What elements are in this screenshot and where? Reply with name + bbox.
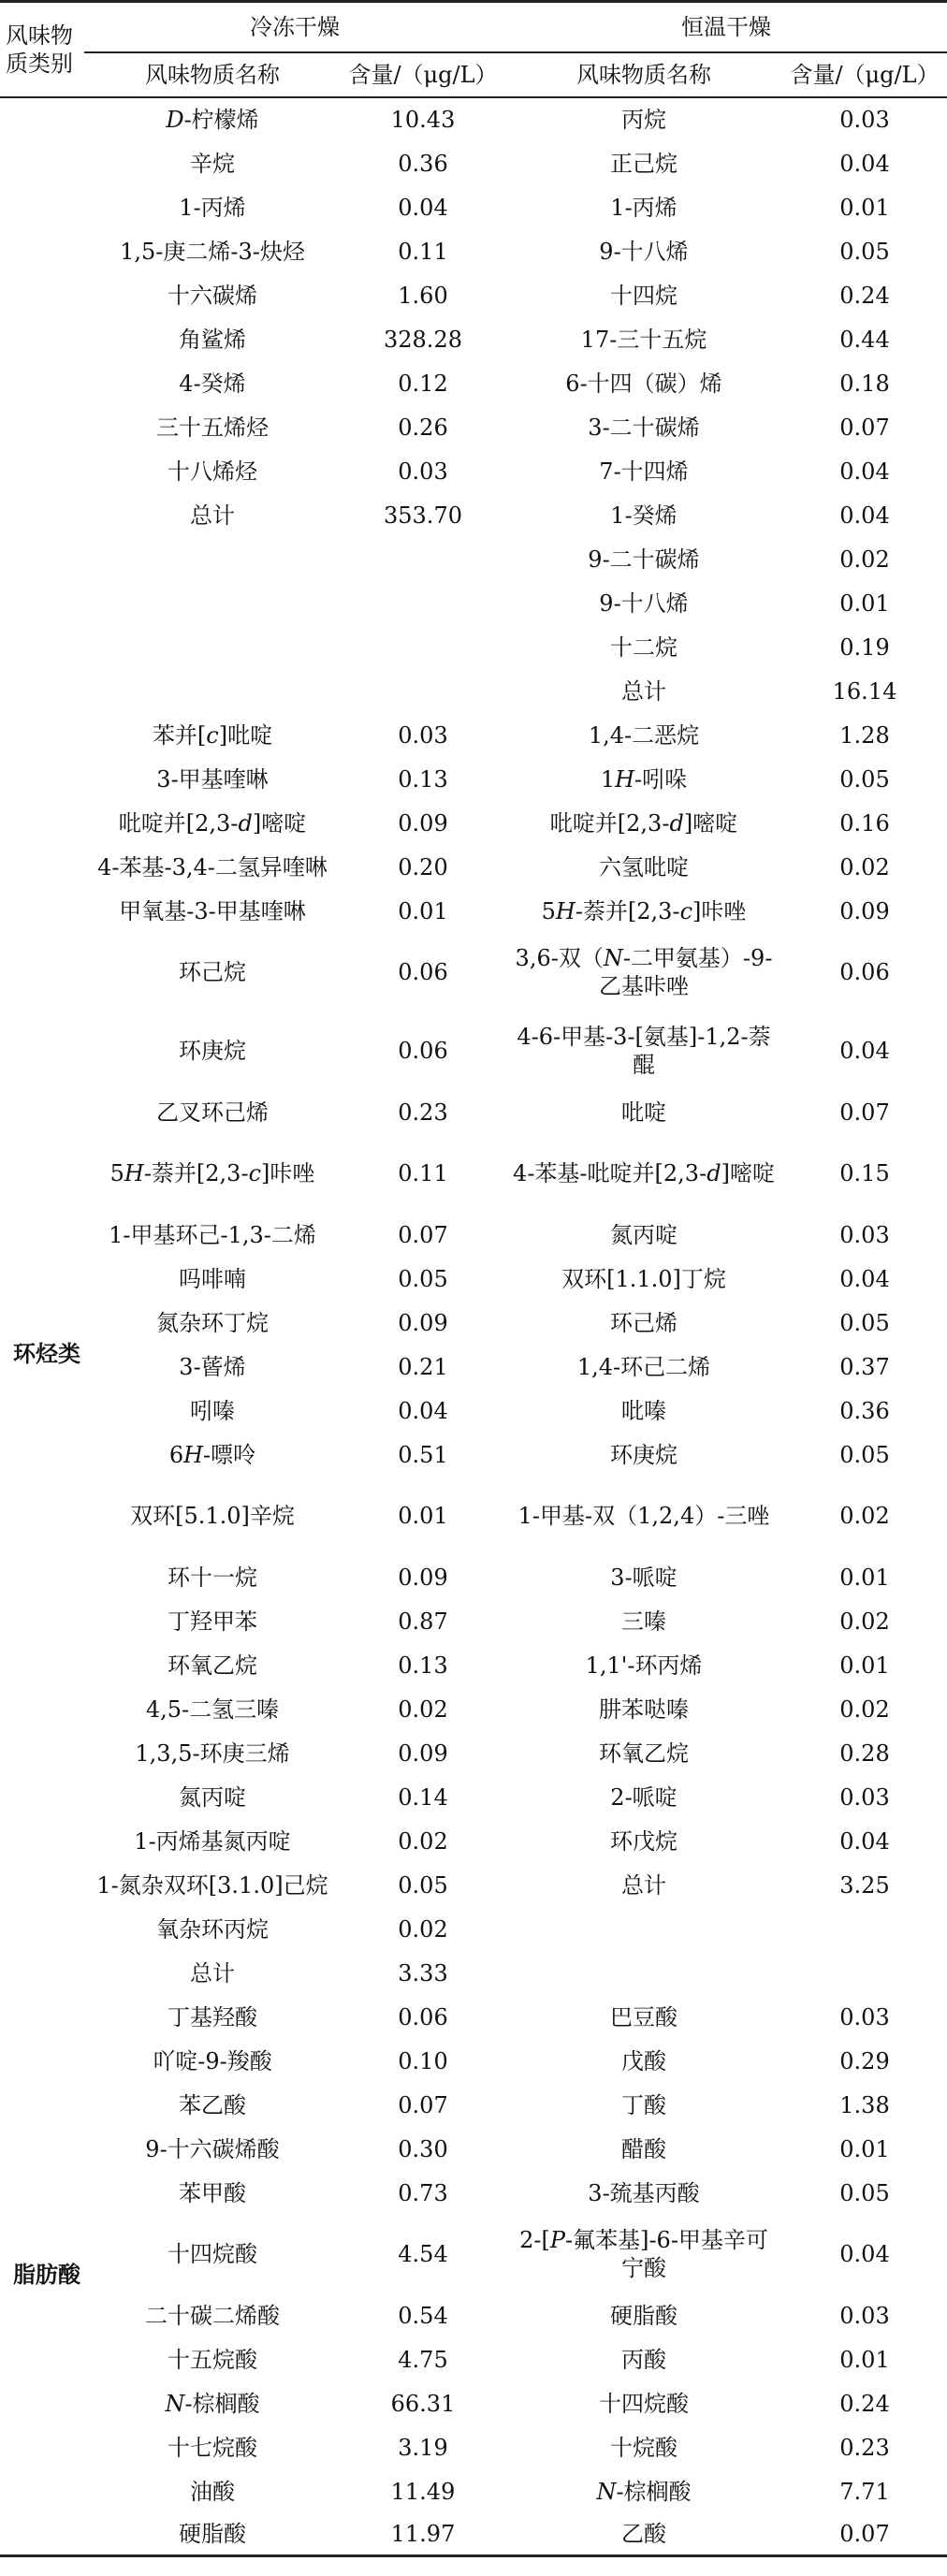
content-value-left — [341, 581, 505, 625]
content-value-right: 0.02 — [839, 1696, 890, 1723]
table-row — [0, 1257, 947, 1301]
content-value-right: 0.24 — [839, 2390, 890, 2417]
compound-name-right: 环己烯 — [610, 1309, 677, 1336]
content-value-right: 0.01 — [839, 194, 890, 221]
content-value-right: 0.01 — [839, 1564, 890, 1591]
compound-name-left: 氧杂环丙烷 — [156, 1915, 269, 1943]
table-row — [0, 405, 947, 449]
compound-name-right: 巴豆酸 — [610, 2003, 677, 2030]
compound-name-left — [84, 537, 341, 581]
content-value-left: 66.31 — [390, 2390, 456, 2417]
group-header-freeze-dry: 冷冻干燥 — [84, 2, 505, 53]
content-value-left: 0.54 — [398, 2302, 448, 2329]
content-value-right: 0.01 — [839, 589, 890, 617]
table-row — [0, 1090, 947, 1134]
compound-name-right: 3-二十碳烯 — [588, 414, 700, 441]
compound-name-right: 2-哌啶 — [610, 1783, 677, 1811]
compound-name-right: 吡啶并[2,3-d]嘧啶 — [549, 809, 738, 837]
table-row — [0, 1011, 947, 1090]
content-value-right: 0.04 — [839, 2241, 890, 2267]
compound-name-right: 1,1'-环丙烯 — [585, 1652, 703, 1679]
content-value-left: 0.09 — [398, 1309, 448, 1336]
compound-name-right: 乙酸 — [621, 2520, 666, 2547]
compound-name-right: 环氧乙烷 — [599, 1739, 689, 1767]
compound-name-right: 环戊烷 — [610, 1827, 677, 1855]
table-row — [0, 449, 947, 493]
compound-name-right: 氮丙啶 — [610, 1221, 677, 1248]
table-row — [0, 97, 947, 141]
compound-name-left: 总计 — [190, 1959, 235, 1987]
compound-name-left: 苯并[c]吡啶 — [152, 721, 273, 749]
content-value-left: 0.01 — [398, 1503, 448, 1529]
compound-name-right: 丙烷 — [621, 107, 666, 133]
content-value-right: 7.71 — [839, 2478, 890, 2505]
compound-name-left: 6H-嘌呤 — [168, 1441, 256, 1468]
compound-name-right: 4-6-甲基-3-[氨基]-1,2-萘醌 — [517, 1024, 771, 1078]
compound-name-left: 1-甲基环己-1,3-二烯 — [109, 1221, 316, 1248]
content-value-left: 0.11 — [398, 1160, 448, 1186]
compound-name-right: 双环[1.1.0]丁烷 — [561, 1265, 726, 1292]
content-value-right: 0.04 — [839, 1827, 890, 1855]
content-value-right: 0.01 — [839, 2135, 890, 2162]
content-value-left: 0.06 — [398, 1038, 448, 1064]
table-row — [0, 845, 947, 889]
content-header-right: 含量/（μg/L） — [790, 62, 940, 88]
content-value-right: 0.03 — [839, 107, 890, 133]
content-value-left: 0.10 — [398, 2047, 448, 2074]
content-value-left: 3.33 — [398, 1959, 448, 1987]
compound-name-left: 9-十六碳烯酸 — [145, 2135, 280, 2162]
content-value-left: 0.02 — [398, 1915, 448, 1943]
content-value-right: 0.03 — [839, 1783, 890, 1811]
compound-name-left: 苯甲酸 — [179, 2179, 246, 2206]
content-value-left: 0.02 — [398, 1827, 448, 1855]
compound-name-left: 1-丙烯 — [179, 194, 246, 221]
compound-name-left: N-棕榈酸 — [165, 2390, 260, 2417]
content-value-left: 0.05 — [398, 1265, 448, 1292]
content-value-left: 0.30 — [398, 2135, 448, 2162]
category-cell — [0, 97, 84, 713]
content-value-right: 0.24 — [839, 282, 890, 309]
table-row — [0, 933, 947, 1011]
compound-name-right: 1H-吲哚 — [600, 765, 688, 793]
table-row — [0, 1643, 947, 1687]
compound-name-left: 环十一烷 — [168, 1564, 257, 1591]
table-row — [0, 801, 947, 845]
name-header-right: 风味物质名称 — [576, 62, 711, 88]
compound-name-left: 1,5-庚二烯-3-炔烃 — [120, 238, 305, 265]
compound-name-left: 4-癸烯 — [179, 370, 246, 397]
group-header-constant-temp-dry: 恒温干燥 — [505, 2, 947, 53]
table-row — [0, 1555, 947, 1599]
compound-name-left: 总计 — [190, 502, 235, 529]
compound-name-right: 3,6-双（N-二甲氨基）-9-乙基咔唑 — [515, 945, 773, 999]
content-value-right: 0.05 — [839, 2179, 890, 2206]
compound-name-right: 吡嗪 — [621, 1397, 666, 1424]
content-value-right: 0.05 — [839, 1441, 890, 1468]
content-value-left: 11.97 — [390, 2520, 456, 2547]
content-value-left: 0.26 — [398, 414, 448, 441]
content-value-left: 10.43 — [390, 107, 456, 133]
compound-name-left: 十五烷酸 — [168, 2346, 257, 2373]
compound-name-right: 9-十八烯 — [599, 589, 689, 617]
content-value-left: 0.36 — [398, 150, 448, 177]
content-value-right: 0.07 — [839, 414, 890, 441]
compound-name-left: 丁羟甲苯 — [168, 1608, 257, 1635]
compound-name-right: 9-二十碳烯 — [588, 546, 700, 573]
content-value-right: 0.04 — [839, 150, 890, 177]
compound-name-right: 肼苯哒嗪 — [599, 1696, 689, 1723]
table-row — [0, 2039, 947, 2083]
content-value-left: 0.23 — [398, 1099, 448, 1126]
compound-name-left: 角鲨烯 — [179, 326, 246, 353]
table-row — [0, 185, 947, 229]
compound-name-right: 9-十八烯 — [599, 238, 689, 265]
compound-name-left: 十八烯烃 — [168, 458, 257, 485]
content-value-left: 0.07 — [398, 1221, 448, 1248]
table-row — [0, 669, 947, 713]
table-row — [0, 1134, 947, 1213]
content-value-left: 0.06 — [398, 2003, 448, 2030]
compound-name-left: 4,5-二氢三嗪 — [145, 1696, 280, 1723]
content-value-left — [341, 669, 505, 713]
compound-name-left: 吗啡喃 — [179, 1265, 246, 1292]
table-row — [0, 2293, 947, 2337]
category-header: 风味物质类别 — [0, 2, 84, 98]
content-value-right: 0.03 — [839, 2302, 890, 2329]
content-value-right: 0.04 — [839, 502, 890, 529]
compound-name-left — [84, 625, 341, 669]
content-value-left: 0.09 — [398, 809, 448, 837]
compound-name-left: 吡啶并[2,3-d]嘧啶 — [118, 809, 307, 837]
compound-name-left: 乙叉环己烯 — [156, 1099, 269, 1126]
content-value-left: 0.14 — [398, 1783, 448, 1811]
compound-name-left: 甲氧基-3-甲基喹啉 — [119, 897, 306, 924]
table-row — [0, 625, 947, 669]
compound-name-left: 氮杂环丁烷 — [156, 1309, 269, 1336]
compound-name-right: 1-癸烯 — [610, 502, 677, 529]
content-value-left: 0.87 — [398, 1608, 448, 1635]
table-row — [0, 713, 947, 757]
content-value-right: 0.02 — [839, 546, 890, 573]
compound-name-right: 5H-萘并[2,3-c]咔唑 — [541, 897, 747, 924]
content-value-left: 3.19 — [398, 2434, 448, 2461]
content-value-right: 0.01 — [839, 2346, 890, 2373]
compound-name-right: 3-哌啶 — [610, 1564, 677, 1591]
content-value-right: 0.23 — [839, 2434, 890, 2461]
compound-name-right: 7-十四烯 — [599, 458, 689, 485]
table-row — [0, 141, 947, 185]
compound-name-right: 丁酸 — [621, 2091, 666, 2118]
compound-name-right: N-棕榈酸 — [596, 2478, 692, 2505]
compound-name-right: 1,4-环己二烯 — [576, 1353, 711, 1380]
table-row — [0, 1301, 947, 1345]
compound-name-right: 丙酸 — [621, 2346, 666, 2373]
compound-name-right: 十四烷 — [610, 282, 677, 309]
compound-name-left: 十七烷酸 — [168, 2434, 257, 2461]
content-value-right: 0.03 — [839, 2003, 890, 2030]
table-row — [0, 1389, 947, 1433]
table-body — [0, 97, 947, 2555]
content-value-left: 328.28 — [384, 326, 462, 353]
content-value-right: 16.14 — [832, 677, 897, 705]
content-value-right: 0.02 — [839, 1608, 890, 1635]
table-row — [0, 2127, 947, 2171]
content-value-right: 0.06 — [839, 959, 890, 985]
content-value-right: 0.01 — [839, 1652, 890, 1679]
name-header-left: 风味物质名称 — [145, 62, 280, 88]
category-cell: 环烃类 — [13, 1340, 80, 1367]
compound-name-left: 十六碳烯 — [168, 282, 257, 309]
content-value-right: 0.09 — [839, 897, 890, 924]
content-value-left: 0.20 — [398, 853, 448, 880]
table-row — [0, 1907, 947, 1951]
table-row — [0, 1995, 947, 2039]
table-row — [0, 229, 947, 273]
content-value-left: 0.09 — [398, 1739, 448, 1767]
compound-name-left: 三十五烯烃 — [156, 414, 269, 441]
content-value-right: 0.05 — [839, 1309, 890, 1336]
compound-name-left: 十四烷酸 — [168, 2241, 257, 2267]
compound-name-left — [84, 669, 341, 713]
content-value-right: 1.28 — [839, 721, 890, 749]
compound-name-right: 6-十四（碳）烯 — [565, 370, 722, 397]
table-row — [0, 361, 947, 405]
content-value-left: 0.04 — [398, 194, 448, 221]
table-row — [0, 757, 947, 801]
content-value-right: 0.37 — [839, 1353, 890, 1380]
content-value-left: 1.60 — [398, 282, 448, 309]
compound-name-right: 十四烷酸 — [599, 2390, 689, 2417]
compound-name-right: 六氢吡啶 — [599, 853, 689, 880]
compound-name-left: 二十碳二烯酸 — [145, 2302, 280, 2329]
compound-name-left: 氮丙啶 — [179, 1783, 246, 1811]
table-row — [0, 1345, 947, 1389]
compound-name-left: 吖啶-9-羧酸 — [153, 2047, 272, 2074]
content-value-left: 4.75 — [398, 2346, 448, 2373]
table-row — [0, 1213, 947, 1257]
compound-name-left: 5H-萘并[2,3-c]咔唑 — [109, 1160, 315, 1186]
table-row — [0, 1951, 947, 1995]
compound-name-right: 总计 — [621, 677, 666, 705]
compound-name-right: 十二烷 — [610, 633, 677, 661]
table-row — [0, 1863, 947, 1907]
compound-name-left: 环己烷 — [179, 959, 246, 985]
table-row — [0, 2469, 947, 2513]
content-value-left: 0.09 — [398, 1564, 448, 1591]
table-row — [0, 273, 947, 317]
compound-name-right: 戊酸 — [621, 2047, 666, 2074]
table-row — [0, 1819, 947, 1863]
compound-name-right: 3-巯基丙酸 — [588, 2179, 700, 2206]
compound-name-left: 3-蒈烯 — [179, 1353, 246, 1380]
compound-name-right: 1-甲基-双（1,2,4）-三唑 — [517, 1503, 770, 1529]
compound-name-right: 17-三十五烷 — [580, 326, 707, 353]
content-value-left — [341, 537, 505, 581]
content-value-left: 0.04 — [398, 1397, 448, 1424]
table-row — [0, 1433, 947, 1477]
content-value-left: 0.21 — [398, 1353, 448, 1380]
content-value-right: 0.16 — [839, 809, 890, 837]
content-value-left: 0.06 — [398, 959, 448, 985]
compound-name-right: 三嗪 — [621, 1608, 666, 1635]
content-value-right: 0.07 — [839, 2520, 890, 2547]
table-row — [0, 493, 947, 537]
content-value-right: 0.28 — [839, 1739, 890, 1767]
content-value-left: 0.02 — [398, 1696, 448, 1723]
compound-name-right: 硬脂酸 — [610, 2302, 677, 2329]
content-value-left: 11.49 — [390, 2478, 456, 2505]
content-value-right: 0.36 — [839, 1397, 890, 1424]
table-row — [0, 889, 947, 933]
compound-name-left: 1,3,5-环庚三烯 — [135, 1739, 290, 1767]
table-row — [0, 1775, 947, 1819]
content-value-left: 0.12 — [398, 370, 448, 397]
content-value-right: 0.05 — [839, 765, 890, 793]
content-value-right: 0.04 — [839, 1265, 890, 1292]
table-row — [0, 1599, 947, 1643]
content-value-right: 3.25 — [839, 1871, 890, 1899]
content-value-left: 0.01 — [398, 897, 448, 924]
compound-name-left: 辛烷 — [190, 150, 235, 177]
content-value-right: 0.29 — [839, 2047, 890, 2074]
content-value-left: 4.54 — [398, 2241, 448, 2267]
content-value-left: 0.03 — [398, 721, 448, 749]
content-value-left: 0.73 — [398, 2179, 448, 2206]
compound-name-right: 2-[P-氟苯基]-6-甲基辛可宁酸 — [519, 2227, 768, 2281]
compound-name-left: 环氧乙烷 — [168, 1652, 257, 1679]
compound-name-right — [505, 1907, 782, 1951]
table-row — [0, 2337, 947, 2381]
compound-name-left: 硬脂酸 — [179, 2520, 246, 2547]
compound-name-right: 正己烷 — [610, 150, 677, 177]
compound-name-left: 4-苯基-3,4-二氢异喹啉 — [97, 853, 328, 880]
compound-name-right: 十烷酸 — [610, 2434, 677, 2461]
content-value-right: 0.02 — [839, 853, 890, 880]
content-value-right: 0.19 — [839, 633, 890, 661]
table-row — [0, 2083, 947, 2127]
compound-name-left: D-柠檬烯 — [166, 107, 259, 133]
table-row — [0, 537, 947, 581]
table-row — [0, 317, 947, 361]
compound-name-left: 苯乙酸 — [179, 2091, 246, 2118]
compound-name-right: 4-苯基-吡啶并[2,3-d]嘧啶 — [513, 1160, 775, 1186]
content-value-right — [782, 1907, 947, 1951]
table-row — [0, 2171, 947, 2215]
compound-name-right: 醋酸 — [621, 2135, 666, 2162]
table-row — [0, 2425, 947, 2469]
table-row — [0, 2513, 947, 2555]
compound-name-left: 双环[5.1.0]辛烷 — [130, 1503, 295, 1529]
content-value-right — [782, 1951, 947, 1995]
table-row — [0, 1687, 947, 1731]
table-row — [0, 581, 947, 625]
content-value-left: 0.51 — [398, 1441, 448, 1468]
compound-name-left: 1-丙烯基氮丙啶 — [134, 1827, 291, 1855]
content-value-right: 0.04 — [839, 458, 890, 485]
compound-name-right: 吡啶 — [621, 1099, 666, 1126]
content-value-right: 0.05 — [839, 238, 890, 265]
compound-name-right: 总计 — [621, 1871, 666, 1899]
table-row — [0, 1731, 947, 1775]
content-value-left: 0.07 — [398, 2091, 448, 2118]
compound-name-left: 3-甲基喹啉 — [156, 765, 269, 793]
content-value-left: 0.13 — [398, 1652, 448, 1679]
compound-name-left: 吲嗪 — [190, 1397, 235, 1424]
compound-name-left: 油酸 — [190, 2478, 235, 2505]
compound-name-left: 丁基羟酸 — [168, 2003, 257, 2030]
compound-name-right: 1,4-二恶烷 — [588, 721, 700, 749]
compound-name-left: 1-氮杂双环[3.1.0]己烷 — [96, 1871, 328, 1899]
content-value-right: 0.03 — [839, 1221, 890, 1248]
content-value-right: 0.02 — [839, 1503, 890, 1529]
content-value-left: 353.70 — [384, 502, 462, 529]
table-row — [0, 1477, 947, 1555]
content-value-left — [341, 625, 505, 669]
compound-name-left: 环庚烷 — [179, 1038, 246, 1064]
content-value-left: 0.05 — [398, 1871, 448, 1899]
compound-name-right — [505, 1951, 782, 1995]
content-value-left: 0.03 — [398, 458, 448, 485]
content-value-right: 0.07 — [839, 1099, 890, 1126]
compound-name-right: 环庚烷 — [610, 1441, 677, 1468]
table-row — [0, 2215, 947, 2293]
compound-name-right: 1-丙烯 — [610, 194, 677, 221]
content-header-left: 含量/（μg/L） — [348, 62, 498, 88]
category-cell: 脂肪酸 — [13, 2260, 80, 2288]
content-value-right: 1.38 — [839, 2091, 890, 2118]
content-value-left: 0.13 — [398, 765, 448, 793]
table-row — [0, 2381, 947, 2425]
content-value-left: 0.11 — [398, 238, 448, 265]
content-value-right: 0.15 — [839, 1160, 890, 1186]
content-value-right: 0.04 — [839, 1038, 890, 1064]
content-value-right: 0.44 — [839, 326, 890, 353]
compound-name-left — [84, 581, 341, 625]
content-value-right: 0.18 — [839, 370, 890, 397]
